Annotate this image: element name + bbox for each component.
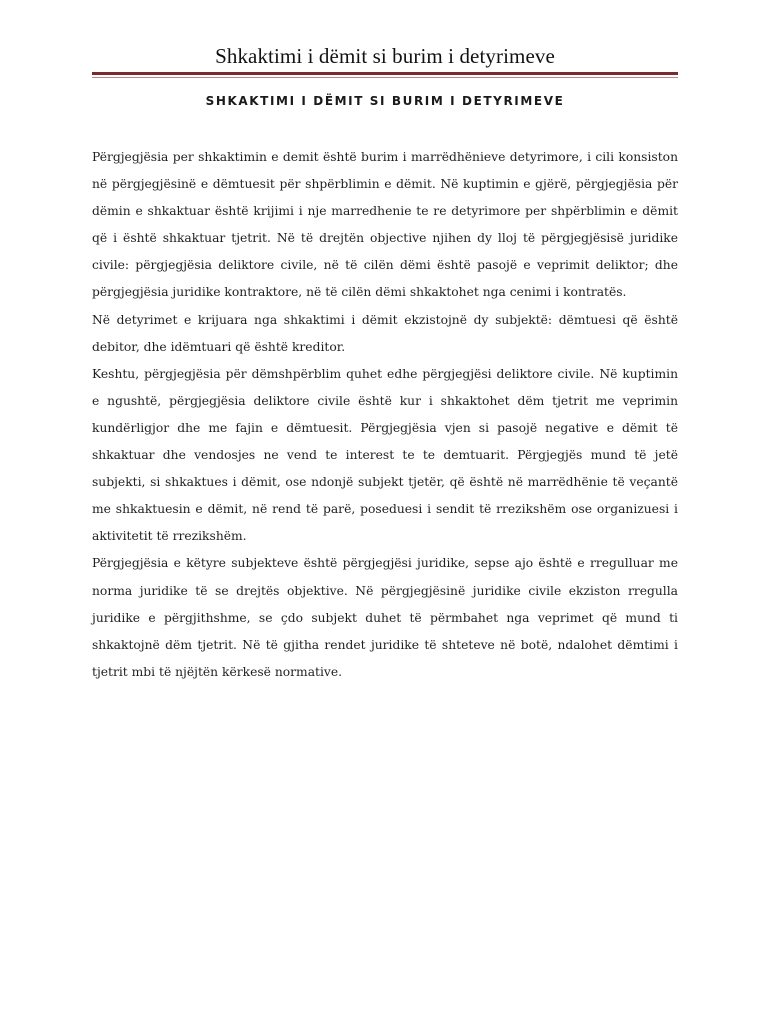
header-rule [92,72,678,75]
paragraph-1: Përgjegjësia per shkaktimin e demit është burim i marrëdhënieve detyrimore, i cili konsiston në përgjegjësinë e dëmtuesit për shpërblimin e dëmit. Në kuptimin e gjërë, përgjegjësia për dëmin e shkaktuar është krijimi i nje marredhenie te re detyrimore per shpërblimin e dëmit që i është shkaktuar tjetrit. Në të drejtën objective njihen dy lloj të përgjegjësisë juridike civile: përgjegjësia deliktore civile, në të cilën dëmi është pasojë e veprimit deliktor; dhe përgjegjësia juridike kontraktore, në të cilën dëmi shkaktohet nga cenimi i kontratës. [92,150,678,300]
header-rule-secondary [92,77,678,78]
paragraph-4: Përgjegjësia e këtyre subjekteve është përgjegjësi juridike, sepse ajo është e rregulluar me norma juridike të se drejtës objektive. Në përgjegjësinë juridike civile ekziston rregulla juridike e përgjithshme, se çdo subjekt duhet të përmbahet nga veprimet që mund ti shkaktojnë dëm tjetrit. Në të gjitha rendet juridike të shteteve në botë, ndalohet dëmtimi i tjetrit mbi të njëjtën kërkesë normative. [92,556,678,679]
running-header: Shkaktimi i dëmit si burim i detyrimeve [215,44,555,68]
paragraph-3: Keshtu, përgjegjësia për dëmshpërblim quhet edhe përgjegjësi deliktore civile. Në kuptimin e ngushtë, përgjegjësia deliktore civile është kur i shkaktohet dëm tjetrit me veprimin kundërligjor dhe me fajin e dëmtuesit. Përgjegjësia vjen si pasojë negative e dëmit të shkaktuar dhe vendosjes ne vend te interest te te demtuarit. Përgjegjës mund të jetë subjekti, si shkaktues i dëmit, ose ndonjë subjekt tjetër, që është në marrëdhënie të veçantë me shkaktuesin e dëmit, në rend të parë, poseduesi i sendit të rrezikshëm ose organizuesi i aktivitetit të rrezikshëm. [92,366,678,544]
paragraph-2: Në detyrimet e krijuara nga shkaktimi i dëmit ekzistojnë dy subjektë: dëmtuesi që është debitor, dhe idëmtuari që është kreditor. [92,312,678,354]
document-body [92,144,678,686]
document-title: SHKAKTIMI I DËMIT SI BURIM I DETYRIMEVE [205,94,565,108]
